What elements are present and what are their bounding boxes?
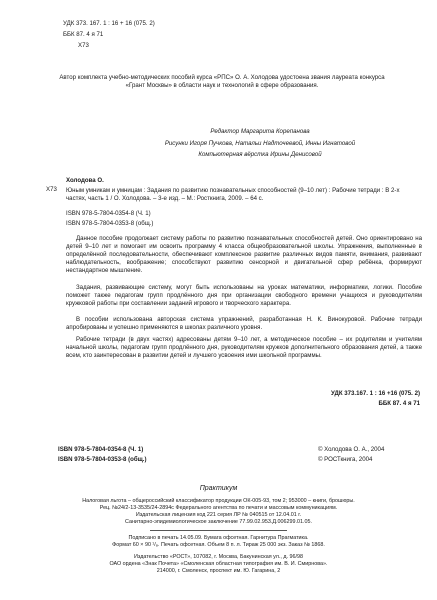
imprint-line: Санитарно-эпидемиологическое заключение 77.99.02.953.Д.006299.01.05.: [125, 519, 312, 525]
isbn-bottom-part1: ISBN 978-5-7804-0354-8 (Ч. 1): [58, 446, 144, 453]
publisher-line: 214000, г. Смоленск, проспект им. Ю. Гагарина, 2: [156, 568, 281, 574]
catalog-author: Холодова О.: [66, 177, 104, 184]
annotation-paragraph-4: Рабочие тетради (в двух частях) адресованы детям 9–10 лет, а методическое пособие – их родителям и учителям начальной школы, педагогам групп продлённого дня, руководителям кружков дополнительного образования детей, а также всем, кто заинтересован в развитии детей и лучшего усвоения ими школьной программы.: [66, 336, 422, 359]
catalog-isbn-common: ISBN 978-5-7804-0353-8 (общ.): [66, 220, 154, 227]
udk-code-top: УДК 373. 167. 1 : 16 + 16 (075. 2): [63, 20, 155, 27]
imprint-heading: Практикум: [199, 485, 238, 492]
bbk-code-top: ББК 87. 4 я 71: [63, 31, 104, 38]
editor-credit: Редактор Маргарита Корепанова: [210, 128, 310, 135]
catalog-title: Юным умникам и умницам : Задания по развитию познавательных способностей (9–10 лет) : Рабочие тетради : В 2-х частях, часть 1 / О. Холодова. – 3-е изд. – М.: Росткнига, 2009. – 64 с.: [66, 187, 400, 202]
annotation-paragraph-3: В пособии использована авторская система упражнений, разработанная Н. К. Винокуровой. Рабочие тетради апробированы и успешно применяются в школах различного уровня.: [66, 316, 422, 331]
imprint-divider: [150, 530, 287, 531]
layout-credit: Компьютерная вёрстка Ирины Денисовой: [198, 151, 322, 158]
copyright-author: © Холодова О. А., 2004: [318, 446, 385, 453]
catalog-isbn-part1: ISBN 978-5-7804-0354-8 (Ч. 1): [66, 210, 151, 217]
publisher-line: ОАО ордена «Знак Почета» «Смоленская областная типография им. В. И. Смирнова».: [109, 561, 328, 567]
author-award-note: Автор комплекта учебно-методических пособий курса «РПС» О. А. Холодова удостоена звания лауреата конкурса «Грант Москвы» в области наук и технологий в сфере образования.: [59, 74, 385, 89]
copyright-publisher: © РОСТкнига, 2004: [318, 456, 373, 463]
udk-code-mid: УДК 373.167. 1 : 16 +16 (075. 2): [331, 390, 420, 397]
bbk-code-mid: ББК 87. 4 я 71: [378, 400, 420, 407]
imprint-line: Рец. №24/2-13-3535/24-2894с Федерального агентства по печати и массовым коммуникациям.: [99, 505, 338, 511]
catalog-code: Х73: [46, 186, 57, 193]
imprint-line: Налоговая льгота – общероссийский классификатор продукции ОК-005-93, том 2; 953000 – книги, брошюры.: [82, 498, 355, 504]
print-line: Подписано в печать 14.05.09. Бумага офсетная. Гарнитура Прагматика.: [128, 535, 309, 541]
drawings-credit: Рисунки Игоря Пучкова, Натальи Надточеевой, Инны Игнатовой: [164, 140, 356, 147]
imprint-line: Издательская лицензия код 221 серия ЛР № 040515 от 12.04.01 г.: [135, 512, 302, 518]
publisher-line: Издательство «РОСТ», 107082, г. Москва, Бакунинская ул., д. 96/98: [133, 554, 304, 560]
annotation-paragraph-1: Данное пособие продолжает систему работы по развитию познавательных способностей детей. Оно ориентировано на детей 9–10 лет и помогает им освоить программу 4 класса общеобразовательной школы. Упражнения, выполненные в определённой последовательности, обеспечивают комплексное развитие различных видов памяти, внимания, развивают наблюдательность, воображение; способствуют развитию сенсорной и двигательной сфер ребёнка, формируют нестандартное мышление.: [66, 235, 422, 274]
isbn-bottom-common: ISBN 978-5-7804-0353-8 (общ.): [58, 456, 147, 463]
annotation-paragraph-2: Задания, развивающие систему, могут быть использованы на уроках математики, информатики, логики. Пособие поможет также педагогам групп продлённого дня при организации свободного времени учащихся и руководителям кружковой работы при составлении заданий игрового и творческого характера.: [66, 284, 422, 307]
author-sign-top: Х73: [78, 42, 89, 49]
print-line: Формат 60 × 90 ¹/₈. Печать офсетная. Объем 8 п. л. Тираж 25 000 экз. Заказ № 1868.: [112, 542, 325, 548]
